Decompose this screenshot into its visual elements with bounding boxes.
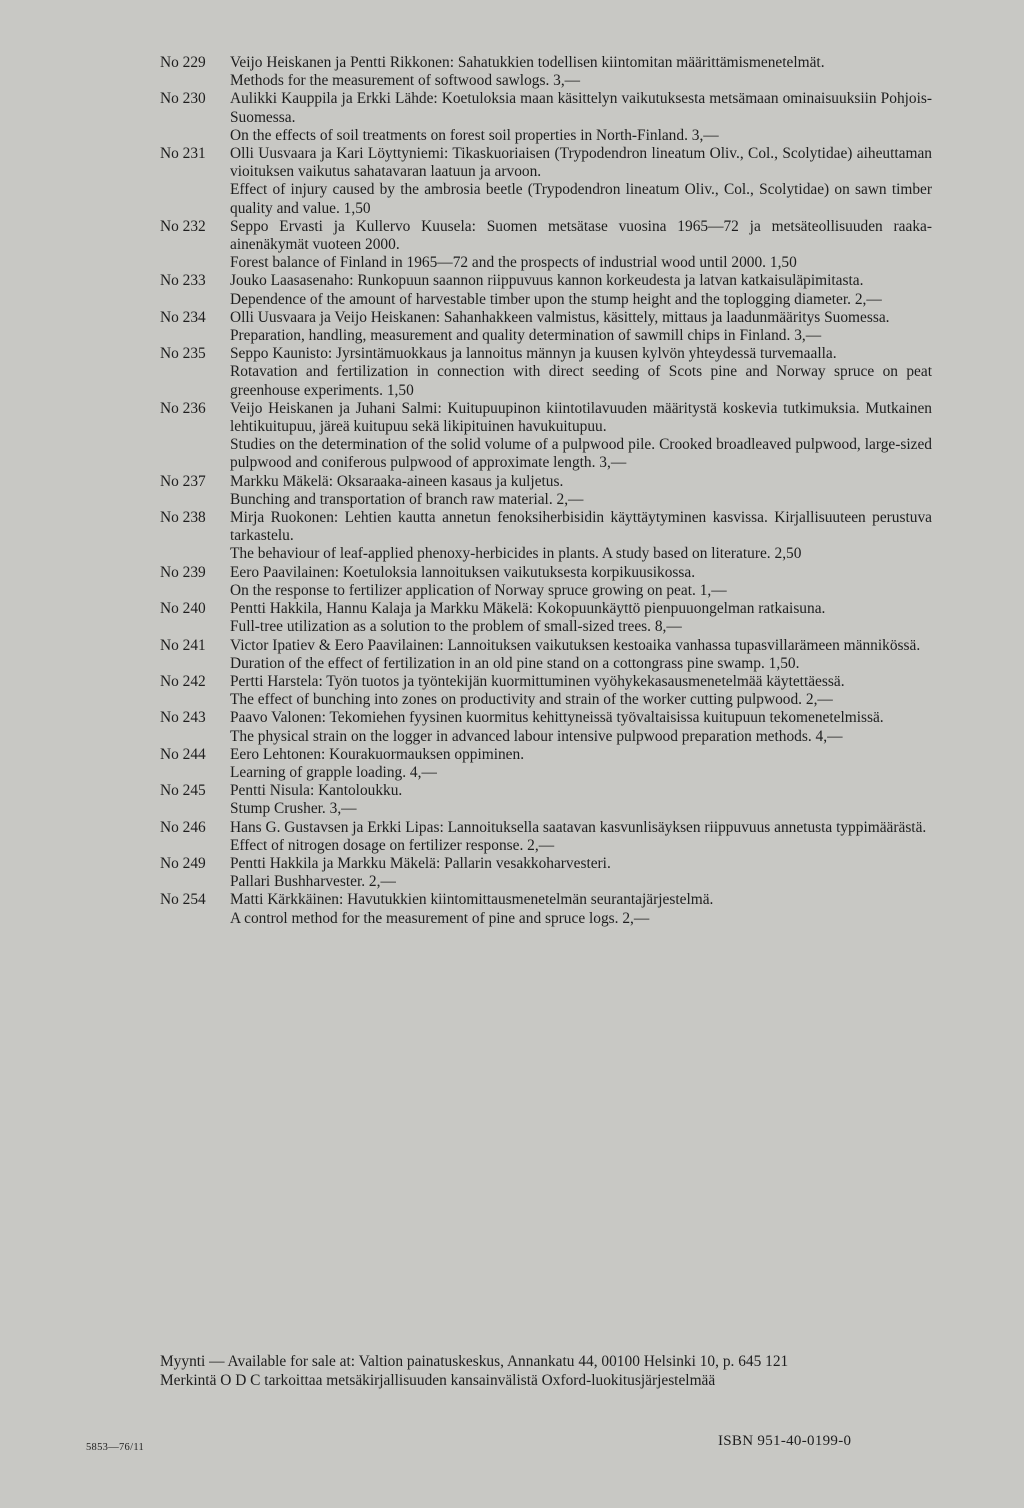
english-title: Full-tree utilization as a solution to the problem of small-sized trees. 8,— [230, 618, 682, 636]
english-title: Methods for the measurement of softwood sawlogs. 3,— [230, 72, 581, 90]
list-item [160, 855, 932, 891]
list-item [160, 90, 932, 145]
english-title: Dependence of the amount of harvestable timber upon the stump height and the toplogging diameter. 2,— [230, 290, 882, 308]
finnish-title: Aulikki Kauppila ja Erkki Lähde: Koetuloksia maan käsittelyn vaikutuksesta metsämaan ominaisuuksiin Pohjois-Suomessa. [230, 90, 932, 126]
finnish-title: Victor Ipatiev & Eero Paavilainen: Lannoituksen vaikutuksen kestoaika vanhassa tupasvillarämeen männikössä. [230, 636, 921, 654]
list-item [160, 819, 932, 855]
entry-number: No 245 [160, 782, 206, 800]
english-title: Effect of nitrogen dosage on fertilizer response. 2,— [230, 836, 555, 854]
list-item [160, 400, 932, 473]
entry-number: No 233 [160, 272, 206, 290]
finnish-title: Veijo Heiskanen ja Pentti Rikkonen: Sahatukkien todellisen kiintomitan määrittämismenetelmät. [230, 54, 825, 71]
finnish-title: Matti Kärkkäinen: Havutukkien kiintomittausmenetelmän seurantajärjestelmä. [230, 891, 714, 909]
finnish-title: Olli Uusvaara ja Veijo Heiskanen: Sahanhakkeen valmistus, käsittely, mittaus ja laadunmääritys Suomessa. [230, 308, 890, 326]
english-title: A control method for the measurement of pine and spruce logs. 2,— [230, 909, 650, 927]
entry-number: No 239 [160, 563, 206, 581]
english-title: The effect of bunching into zones on productivity and strain of the worker cutting pulpwood. 2,— [230, 691, 833, 709]
finnish-title: Hans G. Gustavsen ja Erkki Lipas: Lannoituksella saatavan kasvunlisäyksen riippuvuus annetusta typpimäärästä. [230, 818, 927, 836]
entry-number: No 246 [160, 818, 206, 836]
english-title: Effect of injury caused by the ambrosia beetle (Trypodendron lineatum Oliv., Col., Scolytidae) on sawn timber quality and value. 1,50 [230, 181, 932, 217]
list-item [160, 673, 932, 709]
list-item [160, 54, 932, 90]
english-title: Rotavation and fertilization in connection with direct seeding of Scots pine and Norway spruce on peat greenhouse experiments. 1,50 [230, 363, 932, 399]
english-title: Studies on the determination of the solid volume of a pulpwood pile. Crooked broadleaved pulpwood, large-sized pulpwood and coniferous pulpwood of approximate length. 3,— [230, 436, 932, 472]
isbn: ISBN 951-40-0199-0 [718, 1433, 852, 1449]
entry-number: No 234 [160, 308, 206, 326]
entry-number: No 238 [160, 509, 206, 527]
english-title: Bunching and transportation of branch raw material. 2,— [230, 490, 584, 508]
list-item [160, 709, 932, 745]
english-title: Stump Crusher. 3,— [230, 800, 357, 818]
finnish-title: Pentti Hakkila, Hannu Kalaja ja Markku Mäkelä: Kokopuunkäyttö pienpuuongelman ratkaisuna. [230, 600, 826, 618]
entry-number: No 249 [160, 854, 206, 872]
list-item [160, 637, 932, 673]
finnish-title: Eero Lehtonen: Kourakuormauksen oppiminen. [230, 745, 525, 763]
entry-number: No 235 [160, 345, 206, 363]
publication-list [160, 54, 932, 928]
entry-number: No 229 [160, 54, 206, 71]
entry-number: No 254 [160, 891, 206, 909]
finnish-title: Seppo Kaunisto: Jyrsintämuokkaus ja lannoitus männyn ja kuusen kylvön yhteydessä turvemaalla. [230, 345, 837, 363]
finnish-title: Seppo Ervasti ja Kullervo Kuusela: Suomen metsätase vuosina 1965—72 ja metsäteollisuuden raaka-ainenäkymät vuoteen 2000. [230, 217, 932, 254]
entry-number: No 241 [160, 636, 206, 654]
print-code: 5853—76/11 [86, 1442, 145, 1453]
finnish-title: Eero Paavilainen: Koetuloksia lannoituksen vaikutuksesta korpikuusikossa. [230, 563, 696, 581]
list-item [160, 782, 932, 818]
entry-number: No 230 [160, 90, 206, 108]
english-title: On the response to fertilizer application of Norway spruce growing on peat. 1,— [230, 581, 727, 599]
entry-number: No 237 [160, 472, 206, 490]
english-title: The behaviour of leaf-applied phenoxy-herbicides in plants. A study based on literature. 2,50 [230, 545, 802, 563]
list-item [160, 473, 932, 509]
list-item [160, 345, 932, 400]
english-title: Duration of the effect of fertilization in an old pine stand on a cottongrass pine swamp. 1,50. [230, 654, 800, 672]
finnish-title: Veijo Heiskanen ja Juhani Salmi: Kuitupuupinon kiintotilavuuden määritystä koskevia tutkimuksia. Mutkainen lehtikuitupuu, järeä kuitupuu sekä likipituinen havukuitupuu. [230, 399, 932, 436]
finnish-title: Pentti Nisula: Kantoloukku. [230, 782, 403, 800]
entry-number: No 240 [160, 600, 206, 618]
english-title: Learning of grapple loading. 4,— [230, 763, 437, 781]
english-title: On the effects of soil treatments on forest soil properties in North-Finland. 3,— [230, 126, 719, 144]
english-title: Preparation, handling, measurement and quality determination of sawmill chips in Finland. 3,— [230, 327, 822, 345]
finnish-title: Markku Mäkelä: Oksaraaka-aineen kasaus ja kuljetus. [230, 472, 564, 490]
english-title: Forest balance of Finland in 1965—72 and the prospects of industrial wood until 2000. 1,50 [230, 254, 797, 272]
entry-number: No 244 [160, 745, 206, 763]
entry-number: No 242 [160, 672, 206, 690]
entry-number: No 232 [160, 217, 206, 235]
list-item [160, 600, 932, 636]
english-title: Pallari Bushharvester. 2,— [230, 873, 396, 891]
list-item [160, 309, 932, 345]
sale-info: Myynti — Available for sale at: Valtion painatuskeskus, Annankatu 44, 00100 Helsinki 10, p. 645 121 [160, 1353, 789, 1370]
list-item [160, 746, 932, 782]
list-item [160, 509, 932, 564]
list-item [160, 891, 932, 927]
finnish-title: Mirja Ruokonen: Lehtien kautta annetun fenoksiherbisidin käyttäytyminen kasvissa. Kirjallisuuteen perustuva tarkastelu. [230, 509, 932, 545]
english-title: The physical strain on the logger in advanced labour intensive pulpwood preparation methods. 4,— [230, 727, 843, 745]
finnish-title: Paavo Valonen: Tekomiehen fyysinen kuormitus kehittyneissä työvaltaisissa kuitupuun tekomenetelmissä. [230, 709, 884, 727]
finnish-title: Pertti Harstela: Työn tuotos ja työntekijän kuormittuminen vyöhykekasausmenetelmää käytettäessä. [230, 672, 845, 690]
odc-note: Merkintä O D C tarkoittaa metsäkirjallisuuden kansainvälistä Oxford-luokitusjärjestelmää [160, 1371, 716, 1389]
sales-footer [160, 1353, 940, 1390]
entry-number: No 243 [160, 709, 206, 727]
list-item [160, 145, 932, 218]
finnish-title: Jouko Laasasenaho: Runkopuun saannon riippuvuus kannon korkeudesta ja latvan katkaisuläpimitasta. [230, 272, 864, 290]
entry-number: No 231 [160, 145, 206, 163]
list-item [160, 564, 932, 600]
finnish-title: Olli Uusvaara ja Kari Löyttyniemi: Tikaskuoriaisen (Trypodendron lineatum Oliv., Col., Scolytidae) aiheuttaman vioituksen vaikutus sahatavaran laatuun ja arvoon. [230, 145, 932, 181]
list-item [160, 218, 932, 273]
entry-number: No 236 [160, 399, 206, 417]
finnish-title: Pentti Hakkila ja Markku Mäkelä: Pallarin vesakkoharvesteri. [230, 854, 611, 872]
list-item [160, 272, 932, 308]
